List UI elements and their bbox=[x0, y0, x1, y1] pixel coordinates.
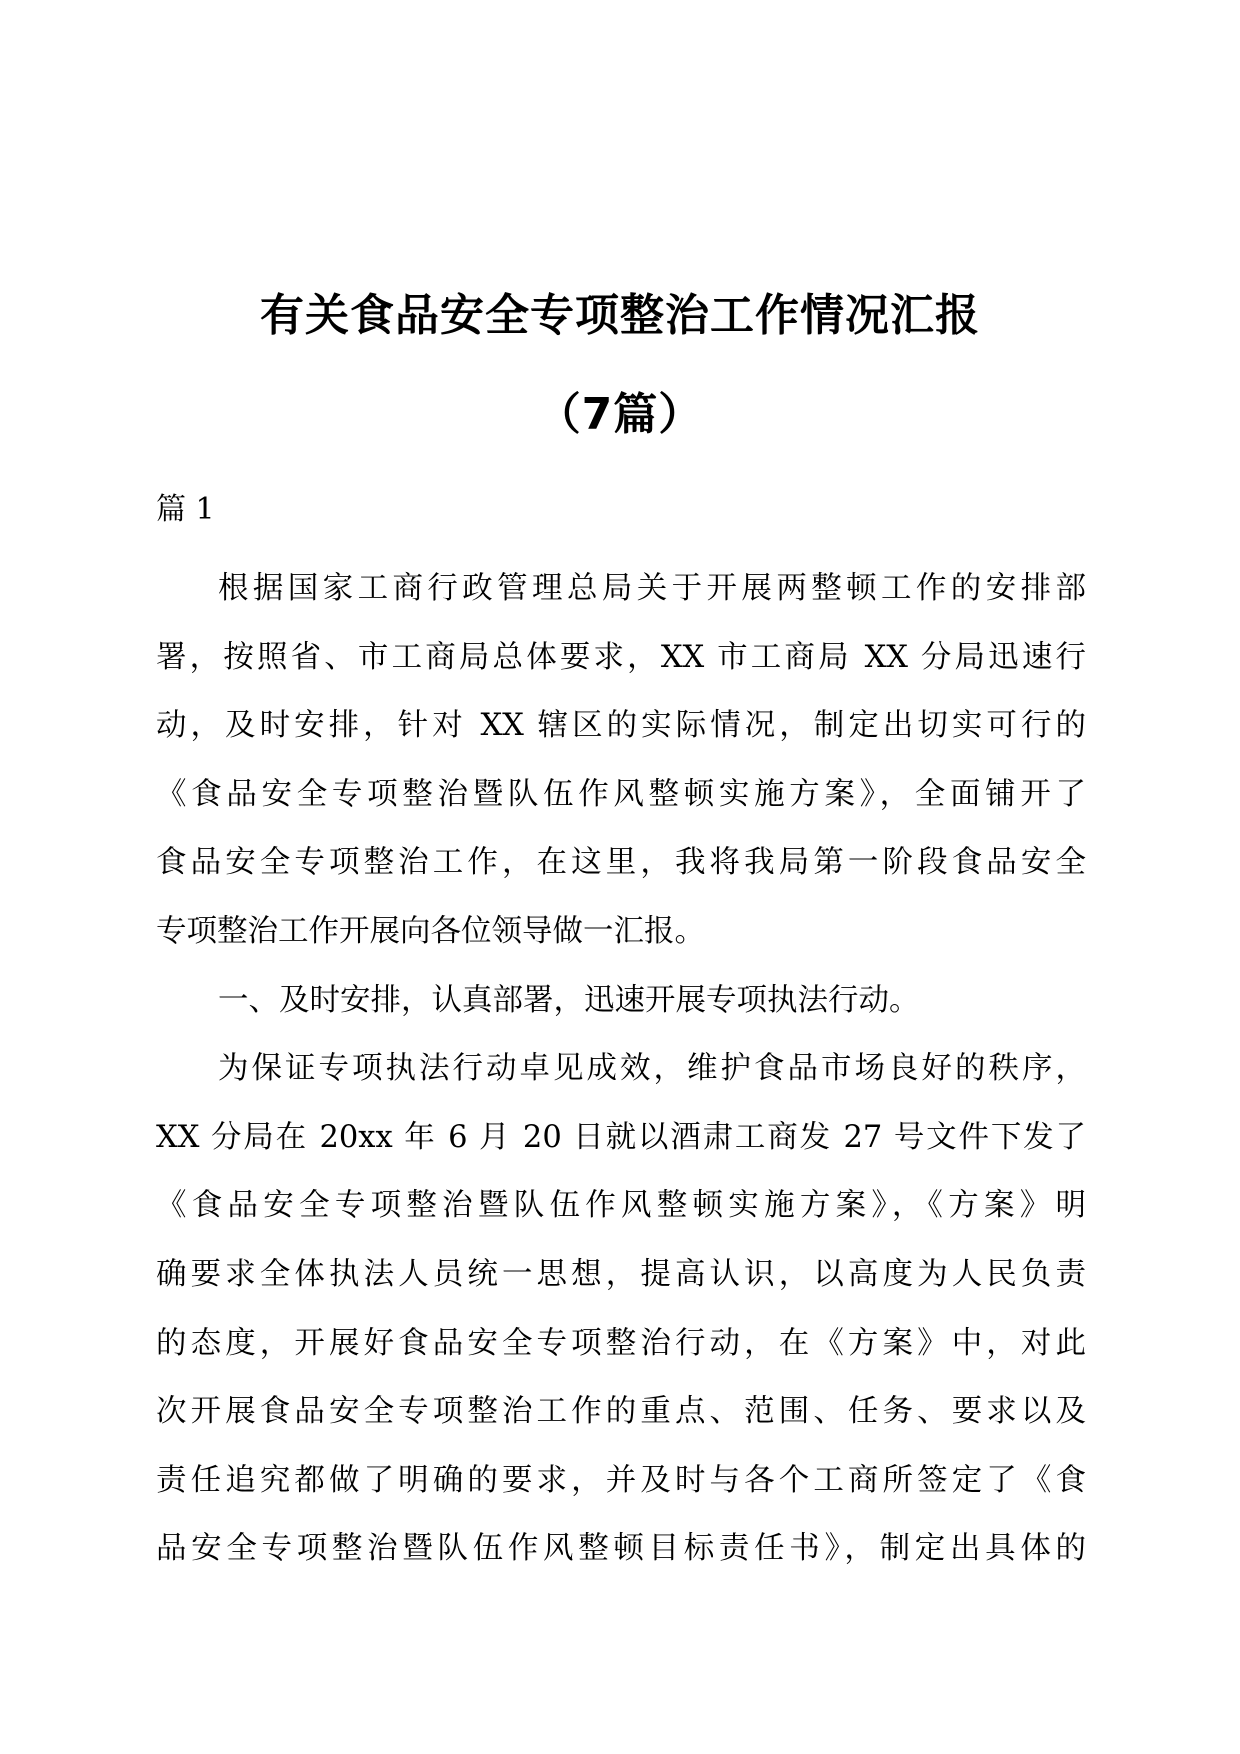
text-line: 专项整治工作开展向各位领导做一汇报。 bbox=[156, 913, 705, 949]
text-line: 确要求全体执法人员统一思想，提高认识，以高度为人民负责 bbox=[156, 1256, 1086, 1292]
text-line: 的态度，开展好食品安全专项整治行动，在《方案》中，对此 bbox=[156, 1325, 1086, 1361]
text-line: 一、及时安排，认真部署，迅速开展专项执法行动。 bbox=[218, 982, 920, 1018]
text-line: 《食品安全专项整治暨队伍作风整顿实施方案》，全面铺开了 bbox=[156, 776, 1086, 812]
document-title: 有关食品安全专项整治工作情况汇报 bbox=[260, 290, 980, 341]
text-line: 品安全专项整治暨队伍作风整顿目标责任书》，制定出具体的 bbox=[156, 1531, 1086, 1567]
text-line: 食品安全专项整治工作，在这里，我将我局第一阶段食品安全 bbox=[156, 845, 1086, 881]
text-line: 动，及时安排，针对 XX 辖区的实际情况，制定出切实可行的 bbox=[156, 708, 1086, 744]
text-line: 次开展食品安全专项整治工作的重点、范围、任务、要求以及 bbox=[156, 1394, 1086, 1430]
body-text bbox=[156, 555, 1086, 1584]
text-line: 《食品安全专项整治暨队伍作风整顿实施方案》，《方案》明 bbox=[156, 1188, 1086, 1224]
text-line: XX 分局在 20xx 年 6 月 20 日就以酒肃工商发 27 号文件下发了 bbox=[156, 1119, 1086, 1155]
text-line: 署，按照省、市工商局总体要求，XX 市工商局 XX 分局迅速行 bbox=[156, 639, 1086, 675]
text-line: 根据国家工商行政管理总局关于开展两整顿工作的安排部 bbox=[218, 571, 1086, 606]
document-subtitle: （7篇） bbox=[536, 389, 704, 440]
text-line: 责任追究都做了明确的要求，并及时与各个工商所签定了《食 bbox=[156, 1462, 1086, 1498]
text-line: 为保证专项执法行动卓见成效，维护食品市场良好的秩序， bbox=[218, 1051, 1086, 1087]
section-label: 篇 1 bbox=[156, 492, 215, 527]
